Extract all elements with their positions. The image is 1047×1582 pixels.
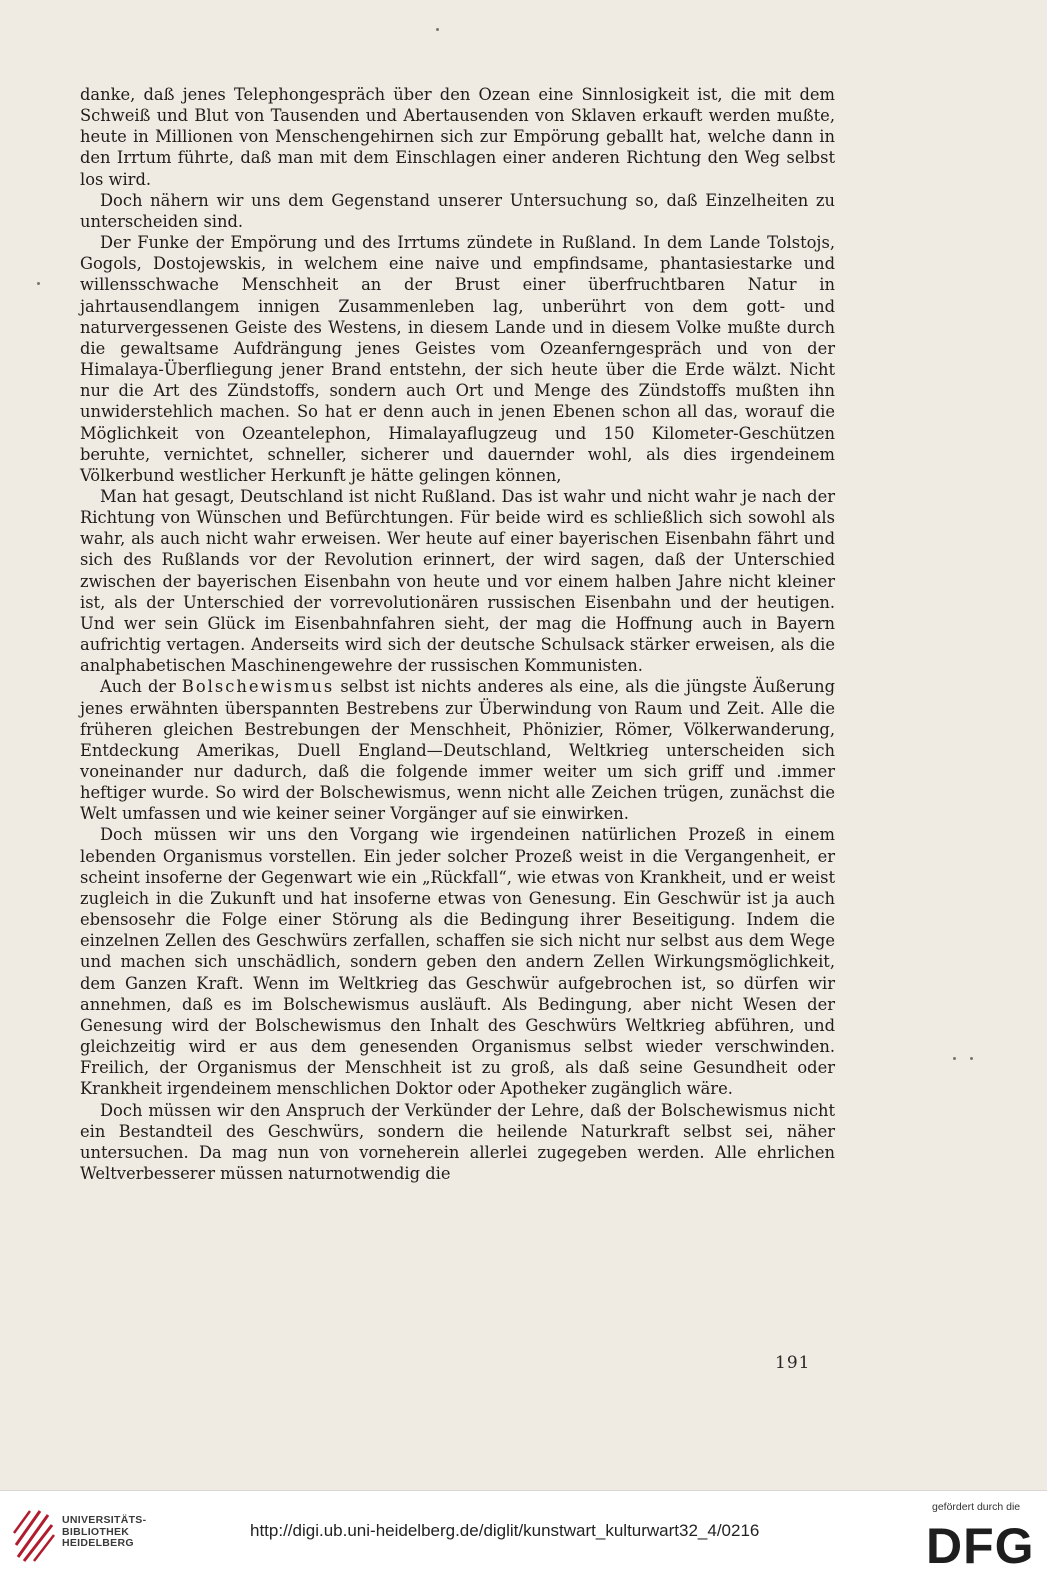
paragraph	[80, 676, 835, 824]
paragraph-text-start: Auch der	[100, 677, 182, 697]
institution-name-line: HEIDELBERG	[62, 1537, 134, 1549]
paragraph: Der Funke der Empörung und des Irrtums zündete in Rußland. In dem Lande Tolstojs, Gogols, Dostojewskis, in welchem eine naive und empfindsame, phantasiestarke und willensschwache Menschheit an der Brust einer überfruchtbaren Natur in jahrtausendlangem innigen Zusammenleben lag, unberührt von dem gott- und naturvergessenen Geiste des Westens, in diesem Lande und in diesem Volke mußte durch die gewaltsame Aufdrängung jenes Geistes vom Ozeanferngespräch und von der Himalaya-Überfliegung jener Brand entstehn, der sich heute über die Erde wälzt. Nicht nur die Art des Zündstoffs, sondern auch Ort und Menge des Zündstoffs mußten ihn unwiderstehlich machen. So hat er denn auch in jenen Ebenen schon all das, worauf die Möglichkeit von Ozeantelephon, Himalayaflugzeug und 150 Kilometer-Geschützen beruhte, vernichtet, schneller, sicherer und dauernder wohl, als dies irgendeinem Völkerbund westlicher Herkunft je hätte gelingen können,	[80, 233, 835, 485]
paragraph: Doch müssen wir uns den Vorgang wie irgendeinen natürlichen Prozeß in einem lebenden Organismus vorstellen. Ein jeder solcher Prozeß weist in die Vergangenheit, er scheint insoferne der Gegenwart wie ein „Rückfall“, wie etwas von Krankheit, und er weist zugleich in die Zukunft und hat insoferne etwas von Genesung. Ein Geschwür ist ja auch ebensosehr die Folge einer Störung als die Bedingung ihrer Beseitigung. Indem die einzelnen Zellen des Geschwürs zerfallen, schaffen sie sich nicht nur selbst aus dem Wege und machen sich unschädlich, sondern geben den andern Zellen Wirkungsmöglichkeit, dem Ganzen Kraft. Wenn im Weltkrieg das Geschwür aufgebrochen ist, so dürfen wir annehmen, daß es im Bolschewismus ausläuft. Als Bedingung, aber nicht Wesen der Genesung wird der Bolschewismus den Inhalt des Geschwürs Weltkrieg abführen, und gleichzeitig wird er aus dem genesenden Organismus selbst wieder verschwinden. Freilich, der Organismus der Menschheit ist zu groß, als daß seine Gesundheit oder Krankheit irgendeinem menschlichen Doktor oder Apotheker zugänglich wäre.	[80, 825, 835, 1099]
viewer-footer	[0, 1490, 1047, 1582]
paragraph: Man hat gesagt, Deutschland ist nicht Rußland. Das ist wahr und nicht wahr je nach der Richtung von Wünschen und Befürchtungen. Für beide wird es schließlich sich sowohl als wahr, als auch nicht wahr erweisen. Wer heute auf einer bayerischen Eisenbahn fährt und sich des Rußlands vor der Revolution erinnert, der wird sagen, daß der Unterschied zwischen der bayerischen Eisenbahn von heute und vor einem halben Jahre nicht kleiner ist, als der Unterschied der vorrevolutionären russischen Eisenbahn und der heutigen. Und wer sein Glück im Eisenbahnfahren sieht, der mag die Hoffnung auch in Bayern aufrichtig vertagen. Anderseits wird sich der deutsche Schulsack stärker erweisen, als die analphabetischen Maschinengewehre der russischen Kommunisten.	[80, 486, 835, 676]
institution-name-line: UNIVERSITÄTS-	[62, 1514, 147, 1526]
institution-name-line: BIBLIOTHEK	[62, 1525, 130, 1538]
university-logo-icon[interactable]	[12, 1507, 56, 1563]
dfg-logo[interactable]: DFG	[926, 1518, 1035, 1574]
permalink-url[interactable]: http://digi.ub.uni-heidelberg.de/diglit/kunstwart_kulturwart32_4/0216	[250, 1521, 760, 1540]
paragraph: danke, daß jenes Telephongespräch über den Ozean eine Sinnlosigkeit ist, die mit dem Schweiß und Blut von Tausenden und Abertausenden von Sklaven erkauft werden mußte, heute in Millionen von Menschengehirnen sich zur Empörung geballt hat, welche dann in den Irrtum führte, daß man mit dem Einschlagen einer anderen Richtung den Weg selbst los wird.	[80, 85, 835, 189]
body-text	[80, 84, 835, 1184]
scan-speck	[37, 282, 40, 285]
page-number: 191	[775, 1353, 811, 1373]
emphasized-term: Bolschewismus	[181, 677, 335, 697]
paragraph: Doch nähern wir uns dem Gegenstand unserer Untersuchung so, daß Einzelheiten zu unterscheiden sind.	[80, 190, 835, 231]
paragraph: Doch müssen wir den Anspruch der Verkünder der Lehre, daß der Bolschewismus nicht ein Bestandteil des Geschwürs, sondern die heilende Naturkraft selbst sei, näher untersuchen. Da mag nun von vorneherein allerlei zugegeben werden. Alle ehrlichen Weltverbesserer müssen naturnotwendig die	[80, 1100, 835, 1183]
institution-name	[62, 1515, 146, 1550]
scan-speck	[953, 1057, 956, 1060]
paragraph-text-rest: selbst ist nichts anderes als eine, als die jüngste Äußerung jenes erwähnten überspannten Bestrebens zur Überwindung von Raum und Zeit. Alle die früheren gleichen Bestrebungen der Menschheit, Phönizier, Römer, Völkerwanderung, Entdeckung Amerikas, Duell England—Deutschland, Weltkrieg unterscheiden sich voneinander nur dadurch, daß die folgende immer weiter um sich griff und .immer heftiger wurde. So wird der Bolschewismus, wenn nicht alle Zeichen trügen, zunächst die Welt umfassen und wie keiner seiner Vorgänger auf sie einwirken.	[80, 677, 835, 824]
scan-speck	[436, 28, 439, 31]
funding-credit: gefördert durch die	[932, 1501, 1021, 1513]
scan-speck	[970, 1057, 973, 1060]
